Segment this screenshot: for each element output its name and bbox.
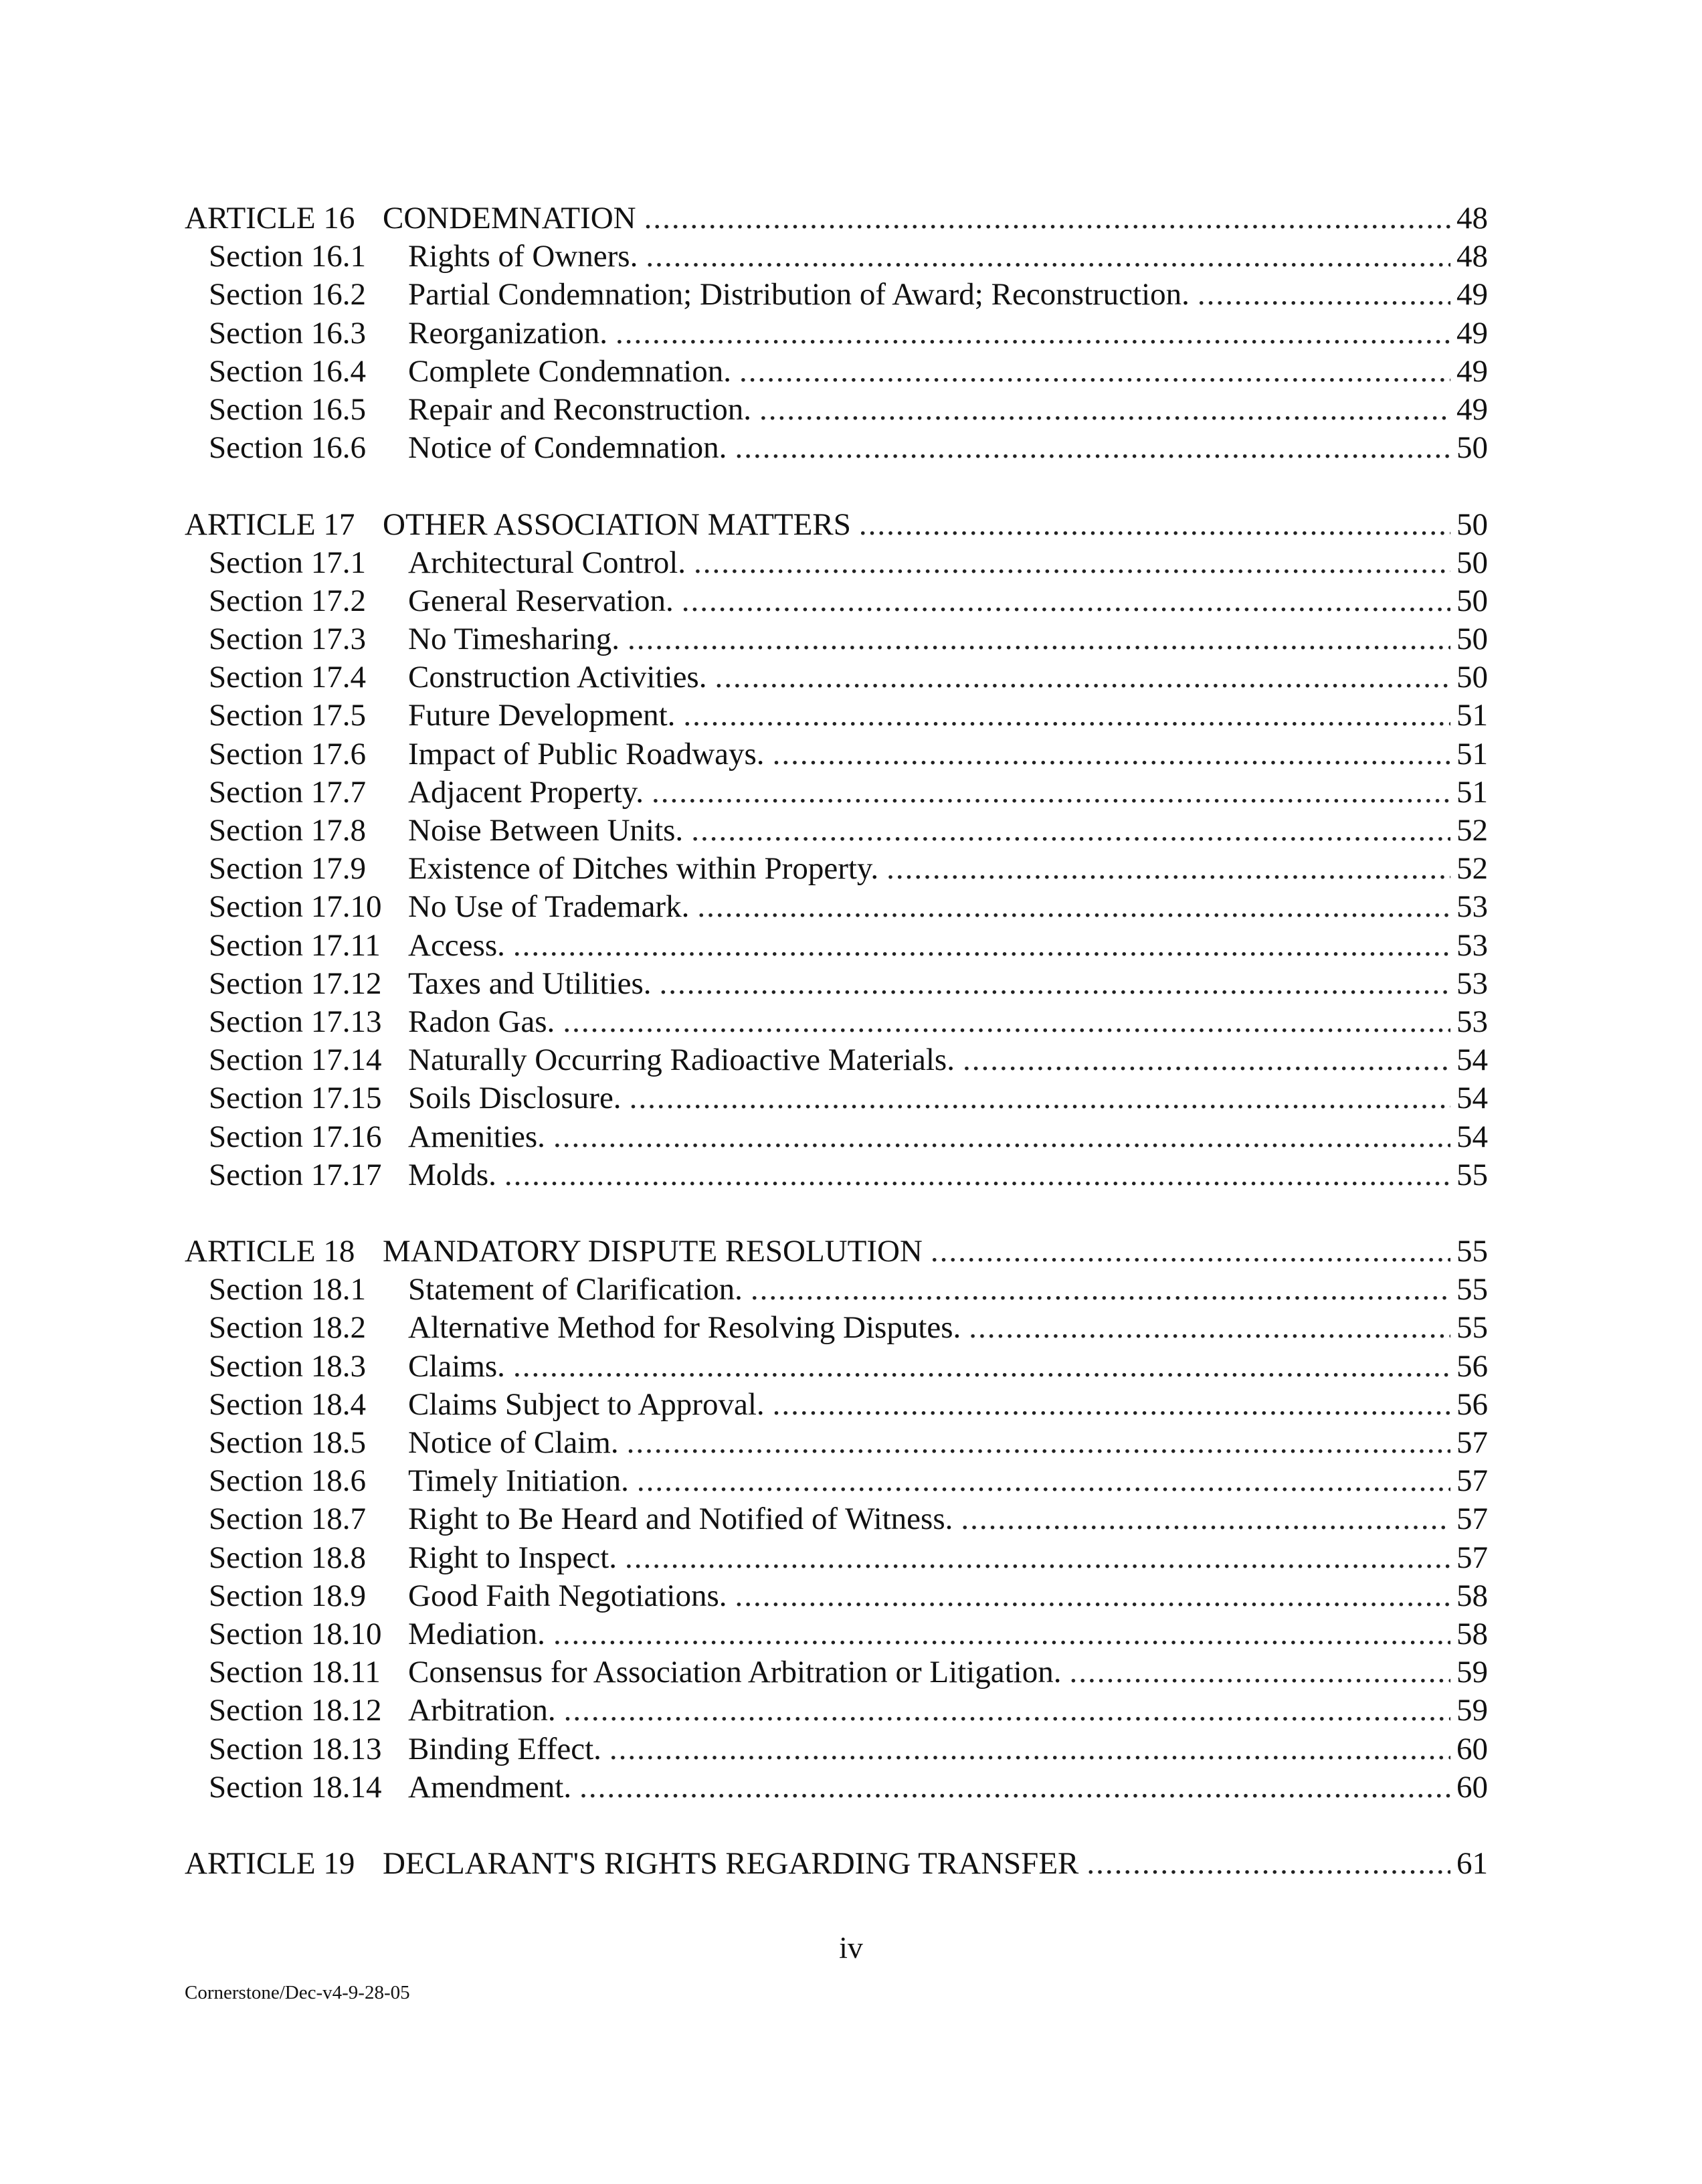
article-page-number: 48 <box>1456 201 1488 236</box>
toc-section-entry[interactable] <box>185 1730 1488 1768</box>
dot-leader <box>697 888 1450 926</box>
toc-section-entry[interactable] <box>185 697 1488 735</box>
toc-section-entry[interactable] <box>185 812 1488 850</box>
section-number: Section 17.9 <box>209 851 366 887</box>
section-number: Section 18.13 <box>209 1731 382 1766</box>
section-number: Section 17.11 <box>209 927 381 963</box>
dot-leader <box>646 238 1450 276</box>
toc-section-entry[interactable] <box>185 774 1488 812</box>
section-title: Right to Inspect. <box>408 1540 617 1575</box>
section-page-number: 49 <box>1456 315 1488 351</box>
toc-section-entry[interactable] <box>185 276 1488 314</box>
section-page-number: 50 <box>1456 545 1488 580</box>
section-number: Section 18.5 <box>209 1425 366 1460</box>
section-title: Timely Initiation. <box>408 1463 629 1499</box>
section-title: Notice of Claim. <box>408 1425 619 1460</box>
section-title: Existence of Ditches within Property. <box>408 851 879 887</box>
toc-section-entry[interactable] <box>185 1462 1488 1500</box>
dot-leader <box>579 1768 1450 1807</box>
section-number: Section 17.2 <box>209 583 366 618</box>
section-page-number: 50 <box>1456 660 1488 695</box>
toc-section-entry[interactable] <box>185 544 1488 582</box>
section-page-number: 55 <box>1456 1157 1488 1192</box>
section-title: Noise Between Units. <box>408 813 684 848</box>
section-title: Claims. <box>408 1348 505 1384</box>
dot-leader <box>691 812 1450 850</box>
section-number: Section 17.15 <box>209 1081 382 1116</box>
toc-section-entry[interactable] <box>185 1500 1488 1538</box>
toc-article-entry[interactable] <box>185 199 1488 238</box>
section-title: Good Faith Negotiations. <box>408 1578 727 1613</box>
section-title: Molds. <box>408 1157 496 1192</box>
section-number: Section 17.16 <box>209 1119 382 1154</box>
dot-leader <box>735 1577 1451 1615</box>
section-page-number: 54 <box>1456 1081 1488 1116</box>
section-title: No Use of Trademark. <box>408 889 690 925</box>
section-number: Section 18.4 <box>209 1386 366 1422</box>
section-page-number: 53 <box>1456 966 1488 1001</box>
article-page-number: 50 <box>1456 507 1488 542</box>
section-number: Section 17.14 <box>209 1042 382 1078</box>
section-number: Section 16.3 <box>209 315 366 351</box>
dot-leader <box>553 1615 1450 1653</box>
toc-section-entry[interactable] <box>185 429 1488 467</box>
dot-leader <box>969 1309 1450 1347</box>
section-page-number: 50 <box>1456 430 1488 466</box>
toc-section-entry[interactable] <box>185 1577 1488 1615</box>
toc-section-entry[interactable] <box>185 1079 1488 1117</box>
section-title: Mediation. <box>408 1616 545 1651</box>
section-number: Section 17.12 <box>209 966 382 1001</box>
article-number: ARTICLE 16 <box>185 201 355 236</box>
section-number: Section 17.3 <box>209 622 366 657</box>
section-title: Right to Be Heard and Notified of Witness. <box>408 1502 953 1537</box>
toc-section-entry[interactable] <box>185 1539 1488 1577</box>
section-title: Architectural Control. <box>408 545 686 580</box>
toc-section-entry[interactable] <box>185 1653 1488 1692</box>
toc-section-entry[interactable] <box>185 582 1488 620</box>
toc-section-entry[interactable] <box>185 238 1488 276</box>
dot-leader <box>773 1386 1450 1424</box>
dot-leader <box>513 1348 1450 1386</box>
section-number: Section 18.6 <box>209 1463 366 1499</box>
article-spacer <box>185 1194 1488 1233</box>
section-title: No Timesharing. <box>408 622 620 657</box>
section-number: Section 18.1 <box>209 1272 366 1307</box>
toc-section-entry[interactable] <box>185 1003 1488 1041</box>
dot-leader <box>616 314 1450 353</box>
section-title: Alternative Method for Resolving Disputes. <box>408 1310 961 1346</box>
dot-leader <box>886 850 1450 888</box>
section-number: Section 18.12 <box>209 1693 382 1728</box>
dot-leader <box>630 1079 1450 1117</box>
section-title: Amendment. <box>408 1769 572 1805</box>
section-number: Section 17.13 <box>209 1004 382 1039</box>
dot-leader <box>715 658 1450 697</box>
dot-leader <box>563 1003 1450 1041</box>
section-title: Arbitration. <box>408 1693 556 1728</box>
section-page-number: 50 <box>1456 583 1488 618</box>
section-title: Claims Subject to Approval. <box>408 1386 765 1422</box>
section-page-number: 49 <box>1456 277 1488 312</box>
toc-section-entry[interactable] <box>185 888 1488 926</box>
section-page-number: 51 <box>1456 736 1488 771</box>
section-page-number: 58 <box>1456 1578 1488 1613</box>
section-page-number: 60 <box>1456 1731 1488 1766</box>
dot-leader <box>963 1041 1450 1079</box>
section-page-number: 49 <box>1456 353 1488 389</box>
section-page-number: 59 <box>1456 1693 1488 1728</box>
dot-leader <box>652 774 1450 812</box>
section-page-number: 55 <box>1456 1272 1488 1307</box>
toc-section-entry[interactable] <box>185 1156 1488 1194</box>
section-number: Section 17.1 <box>209 545 366 580</box>
section-page-number: 50 <box>1456 622 1488 657</box>
dot-leader <box>694 544 1450 582</box>
dot-leader <box>1198 276 1450 314</box>
section-page-number: 55 <box>1456 1310 1488 1346</box>
toc-section-entry[interactable] <box>185 1348 1488 1386</box>
toc-section-entry[interactable] <box>185 1615 1488 1653</box>
section-page-number: 56 <box>1456 1348 1488 1384</box>
article-number: ARTICLE 19 <box>185 1846 355 1882</box>
dot-leader <box>739 353 1450 391</box>
section-page-number: 49 <box>1456 391 1488 427</box>
section-number: Section 18.10 <box>209 1616 382 1651</box>
dot-leader <box>637 1462 1450 1500</box>
section-page-number: 53 <box>1456 1004 1488 1039</box>
section-title: Partial Condemnation; Distribution of Award; Reconstruction. <box>408 277 1190 312</box>
section-page-number: 48 <box>1456 239 1488 274</box>
toc-section-entry[interactable] <box>185 1692 1488 1730</box>
section-number: Section 18.11 <box>209 1655 381 1690</box>
toc-section-entry[interactable] <box>185 1309 1488 1347</box>
toc-article-entry[interactable] <box>185 506 1488 544</box>
section-number: Section 17.7 <box>209 774 366 810</box>
dot-leader <box>513 927 1450 965</box>
toc-section-entry[interactable] <box>185 1386 1488 1424</box>
dot-leader <box>759 391 1450 429</box>
section-number: Section 16.5 <box>209 391 366 427</box>
section-page-number: 60 <box>1456 1769 1488 1805</box>
dot-leader <box>553 1118 1450 1156</box>
toc-section-entry[interactable] <box>185 1118 1488 1156</box>
section-page-number: 52 <box>1456 813 1488 848</box>
section-page-number: 51 <box>1456 774 1488 810</box>
dot-leader <box>735 429 1450 467</box>
table-of-contents <box>185 199 1488 1883</box>
toc-section-entry[interactable] <box>185 658 1488 697</box>
section-page-number: 57 <box>1456 1502 1488 1537</box>
dot-leader <box>609 1730 1450 1768</box>
section-title: Complete Condemnation. <box>408 353 731 389</box>
article-number: ARTICLE 17 <box>185 507 355 542</box>
toc-section-entry[interactable] <box>185 620 1488 658</box>
section-number: Section 18.9 <box>209 1578 366 1613</box>
section-number: Section 16.6 <box>209 430 366 466</box>
section-title: Consensus for Association Arbitration or Litigation. <box>408 1655 1062 1690</box>
toc-section-entry[interactable] <box>185 353 1488 391</box>
section-number: Section 17.4 <box>209 660 366 695</box>
section-page-number: 57 <box>1456 1425 1488 1460</box>
toc-section-entry[interactable] <box>185 391 1488 429</box>
section-title: Amenities. <box>408 1119 545 1154</box>
dot-leader <box>628 620 1450 658</box>
section-number: Section 16.1 <box>209 239 366 274</box>
section-number: Section 18.2 <box>209 1310 366 1346</box>
section-page-number: 56 <box>1456 1386 1488 1422</box>
section-page-number: 53 <box>1456 927 1488 963</box>
section-number: Section 17.10 <box>209 889 382 925</box>
section-number: Section 18.7 <box>209 1502 366 1537</box>
section-number: Section 16.4 <box>209 353 366 389</box>
article-title: CONDEMNATION <box>383 201 636 236</box>
article-title: OTHER ASSOCIATION MATTERS <box>383 507 851 542</box>
section-number: Section 16.2 <box>209 277 366 312</box>
section-number: Section 18.14 <box>209 1769 382 1805</box>
article-page-number: 61 <box>1456 1846 1488 1882</box>
toc-section-entry[interactable] <box>185 1041 1488 1079</box>
dot-leader <box>683 697 1450 735</box>
section-title: General Reservation. <box>408 583 674 618</box>
dot-leader <box>627 1424 1450 1462</box>
section-title: Radon Gas. <box>408 1004 555 1039</box>
dot-leader <box>564 1692 1450 1730</box>
dot-leader <box>504 1156 1450 1194</box>
article-spacer <box>185 467 1488 505</box>
toc-section-entry[interactable] <box>185 1271 1488 1309</box>
dot-leader <box>1069 1653 1450 1692</box>
dot-leader <box>773 735 1450 774</box>
toc-section-entry[interactable] <box>185 1424 1488 1462</box>
dot-leader <box>931 1233 1450 1271</box>
section-title: Impact of Public Roadways. <box>408 736 765 771</box>
document-reference: Cornerstone/Dec-v4-9-28-05 <box>185 1982 410 2003</box>
section-page-number: 53 <box>1456 889 1488 925</box>
dot-leader <box>644 199 1450 238</box>
article-number: ARTICLE 18 <box>185 1234 355 1269</box>
dot-leader <box>1086 1845 1450 1883</box>
section-page-number: 54 <box>1456 1119 1488 1154</box>
section-title: Soils Disclosure. <box>408 1081 622 1116</box>
section-number: Section 18.8 <box>209 1540 366 1575</box>
section-page-number: 57 <box>1456 1463 1488 1499</box>
toc-section-entry[interactable] <box>185 965 1488 1003</box>
section-title: Reorganization. <box>408 315 608 351</box>
toc-section-entry[interactable] <box>185 927 1488 965</box>
section-title: Naturally Occurring Radioactive Materials. <box>408 1042 955 1078</box>
toc-section-entry[interactable] <box>185 314 1488 353</box>
section-page-number: 59 <box>1456 1655 1488 1690</box>
section-title: Future Development. <box>408 698 676 733</box>
section-title: Construction Activities. <box>408 660 707 695</box>
article-title: DECLARANT'S RIGHTS REGARDING TRANSFER <box>383 1846 1079 1882</box>
section-page-number: 57 <box>1456 1540 1488 1575</box>
article-title: MANDATORY DISPUTE RESOLUTION <box>383 1234 923 1269</box>
dot-leader <box>682 582 1450 620</box>
section-title: Taxes and Utilities. <box>408 966 652 1001</box>
section-page-number: 52 <box>1456 851 1488 887</box>
toc-article-entry[interactable] <box>185 1845 1488 1883</box>
page-number: iv <box>839 1930 863 1965</box>
article-page-number: 55 <box>1456 1234 1488 1269</box>
section-title: Repair and Reconstruction. <box>408 391 751 427</box>
section-number: Section 18.3 <box>209 1348 366 1384</box>
section-number: Section 17.6 <box>209 736 366 771</box>
section-page-number: 54 <box>1456 1042 1488 1078</box>
section-title: Binding Effect. <box>408 1731 601 1766</box>
dot-leader <box>859 506 1450 544</box>
section-title: Statement of Clarification. <box>408 1272 743 1307</box>
section-number: Section 17.17 <box>209 1157 382 1192</box>
toc-section-entry[interactable] <box>185 1768 1488 1807</box>
toc-section-entry[interactable] <box>185 735 1488 774</box>
section-page-number: 51 <box>1456 698 1488 733</box>
toc-section-entry[interactable] <box>185 850 1488 888</box>
dot-leader <box>660 965 1451 1003</box>
article-spacer <box>185 1807 1488 1845</box>
section-title: Notice of Condemnation. <box>408 430 727 466</box>
dot-leader <box>625 1539 1450 1577</box>
dot-leader <box>961 1500 1450 1538</box>
section-number: Section 17.5 <box>209 698 366 733</box>
section-title: Rights of Owners. <box>408 239 638 274</box>
section-page-number: 58 <box>1456 1616 1488 1651</box>
section-title: Access. <box>408 927 505 963</box>
toc-article-entry[interactable] <box>185 1233 1488 1271</box>
section-number: Section 17.8 <box>209 813 366 848</box>
section-title: Adjacent Property. <box>408 774 644 810</box>
dot-leader <box>751 1271 1450 1309</box>
